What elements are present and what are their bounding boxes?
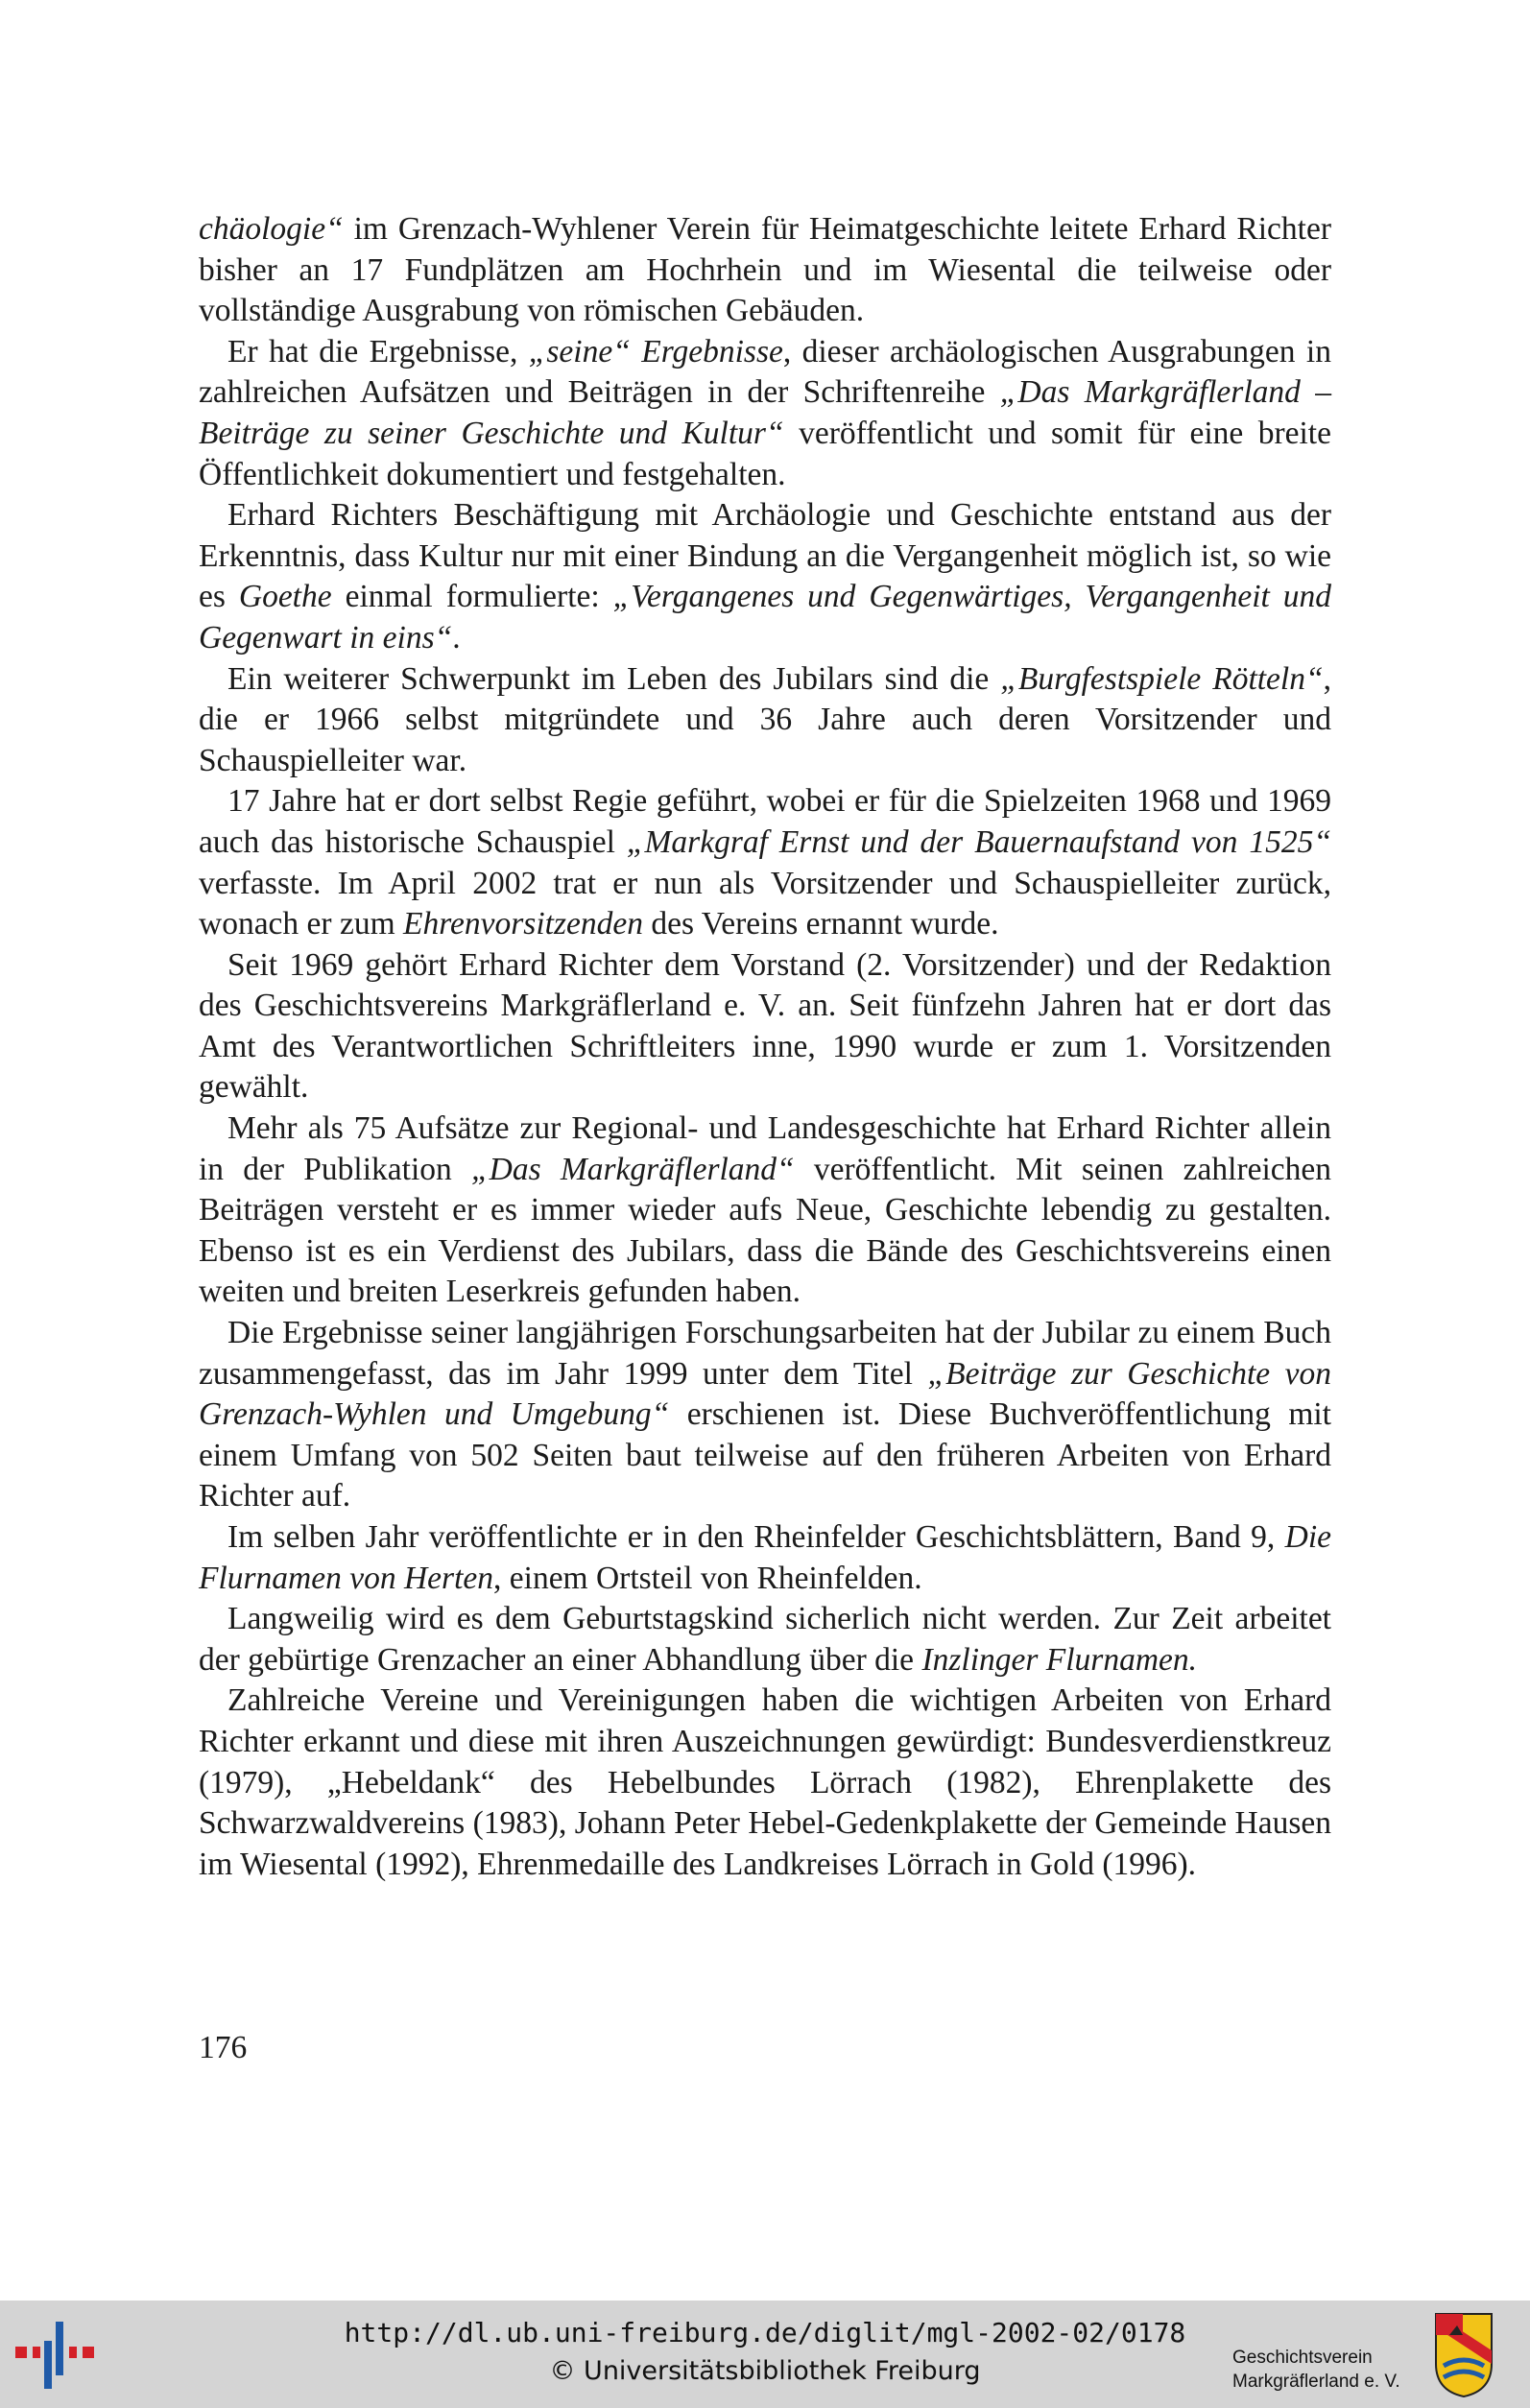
- italic-text-run: „Burgfestspiele Rötteln“: [1000, 660, 1324, 697]
- text-run: Die Ergebnisse seiner langjährigen Forschungsarbeiten hat der Jubilar zu einem Buch zusammengefasst, das im Jahr 1999 unter dem Titel: [199, 1315, 1331, 1392]
- paragraph: [199, 1109, 1331, 1313]
- text-run: veröffentlicht und somit für eine breite Öffentlichkeit dokumentiert und festgehalten.: [199, 415, 1331, 492]
- page-number: 176: [199, 2030, 248, 2065]
- text-run: veröffentlicht. Mit seinen zahlreichen Beiträgen versteht er es immer wieder aufs Neue, Geschichte lebendig zu gestalten. Ebenso ist es ein Verdienst des Jubilars, dass die Bände des Geschichtsvereins einen weiten und breiten Leserkreis gefunden haben.: [199, 1151, 1332, 1310]
- text-run: Er hat die Ergebnisse,: [227, 333, 529, 370]
- text-run: verfasste. Im April 2002 trat er nun als Vorsitzender und Schauspielleiter zurück, wonach er zum: [199, 865, 1331, 942]
- text-run: , die er 1966 selbst mitgründete und 36 Jahre auch deren Vorsitzender und Schauspielleiter war.: [199, 660, 1331, 778]
- italic-text-run: „Vergangenes und Gegenwärtiges, Vergangenheit und Gegenwart in eins“: [199, 579, 1332, 656]
- org-name: [1232, 2346, 1400, 2394]
- italic-text-run: „seine“ Ergebnisse: [528, 333, 783, 370]
- paragraph: [199, 659, 1331, 782]
- text-run: Langweilig wird es dem Geburtstagskind sicherlich nicht werden. Zur Zeit arbeitet der gebürtige Grenzacher an einer Abhandlung über die: [199, 1601, 1331, 1678]
- text-run: , einem Ortsteil von Rheinfelden.: [493, 1560, 922, 1596]
- org-name-line2: Markgräflerland e. V.: [1232, 2372, 1400, 2392]
- paragraph: [199, 209, 1331, 332]
- paragraph: [199, 495, 1331, 658]
- paragraph: [199, 1313, 1331, 1517]
- copyright-text: © Universitätsbibliothek Freiburg: [549, 2356, 981, 2386]
- text-run: erschienen ist. Diese Buchveröffentlichung mit einem Umfang von 502 Seiten baut teilweise auf den früheren Arbeiten von Erhard Richter auf.: [199, 1396, 1331, 1514]
- text-run: , dieser archäologischen Ausgrabungen in zahlreichen Aufsätzen und Beiträgen in der Schriftenreihe: [199, 333, 1331, 411]
- italic-text-run: Ehrenvorsitzenden: [403, 906, 643, 942]
- paragraph: [199, 945, 1331, 1109]
- text-run: 17 Jahre hat er dort selbst Regie geführt, wobei er für die Spielzeiten 1968 und 1969 auch das historische Schauspiel: [199, 783, 1331, 860]
- paragraph: [199, 1681, 1331, 1885]
- italic-text-run: Inzlinger Flurnamen.: [921, 1641, 1198, 1678]
- italic-text-run: chäologie“: [199, 211, 344, 247]
- markgraeflerland-crest-icon: [1434, 2312, 1494, 2398]
- paragraph: [199, 781, 1331, 944]
- italic-text-run: Die Flurnamen von Herten: [199, 1519, 1331, 1596]
- text-run: Erhard Richters Beschäftigung mit Archäologie und Geschichte entstand aus der Erkenntnis, dass Kultur nur mit einer Bindung an die Vergangenheit möglich ist, so wie es: [199, 497, 1331, 615]
- text-run: Im selben Jahr veröffentlichte er in den Rheinfelder Geschichtsblättern, Band 9,: [227, 1519, 1285, 1555]
- text-run: einmal formulierte:: [331, 579, 613, 615]
- source-url-link[interactable]: http://dl.ub.uni-freiburg.de/diglit/mgl-2002-02/0178: [344, 2317, 1186, 2348]
- text-run: Zahlreiche Vereine und Vereinigungen haben die wichtigen Arbeiten von Erhard Richter erkannt und diese mit ihren Auszeichnungen gewürdigt: Bundesverdienstkreuz (1979), „Hebeldank“ des Hebelbundes Lörrach (1982), Ehrenplakette des Schwarzwaldvereins (1983), Johann Peter Hebel-Gedenkplakette der Gemeinde Hausen im Wiesental (1992), Ehrenmedaille des Landkreises Lörrach in Gold (1996).: [199, 1682, 1331, 1882]
- paragraph: [199, 332, 1331, 495]
- paragraph: [199, 1517, 1331, 1599]
- text-run: des Vereins ernannt wurde.: [642, 906, 999, 942]
- paragraph: [199, 1599, 1331, 1681]
- text-run: .: [452, 619, 461, 656]
- italic-text-run: Goethe: [238, 579, 332, 615]
- text-run: Ein weiterer Schwerpunkt im Leben des Jubilars sind die: [227, 660, 1001, 697]
- org-name-line1: Geschichtsverein: [1232, 2348, 1373, 2368]
- italic-text-run: „Das Markgräflerland“: [471, 1151, 795, 1187]
- italic-text-run: „Markgraf Ernst und der Bauernaufstand von 1525“: [626, 823, 1331, 860]
- footer-bar: [0, 2301, 1530, 2408]
- body-text: [199, 209, 1331, 1885]
- text-run: Seit 1969 gehört Erhard Richter dem Vorstand (2. Vorsitzender) und der Redaktion des Geschichtsvereins Markgräflerland e. V. an. Seit fünfzehn Jahren hat er dort das Amt des Verantwortlichen Schriftleiters inne, 1990 wurde er zum 1. Vorsitzenden gewählt.: [199, 946, 1331, 1106]
- italic-text-run: „Das Markgräflerland – Beiträge zu seiner Geschichte und Kultur“: [199, 374, 1331, 451]
- text-run: Mehr als 75 Aufsätze zur Regional- und Landesgeschichte hat Erhard Richter allein in der Publikation: [199, 1110, 1331, 1187]
- italic-text-run: „Beiträge zur Geschichte von Grenzach-Wyhlen und Umgebung“: [199, 1355, 1331, 1433]
- text-run: im Grenzach-Wyhlener Verein für Heimatgeschichte leitete Erhard Richter bisher an 17 Fundplätzen am Hochrhein und im Wiesental die teilweise oder vollständige Ausgrabung von römischen Gebäuden.: [199, 211, 1331, 329]
